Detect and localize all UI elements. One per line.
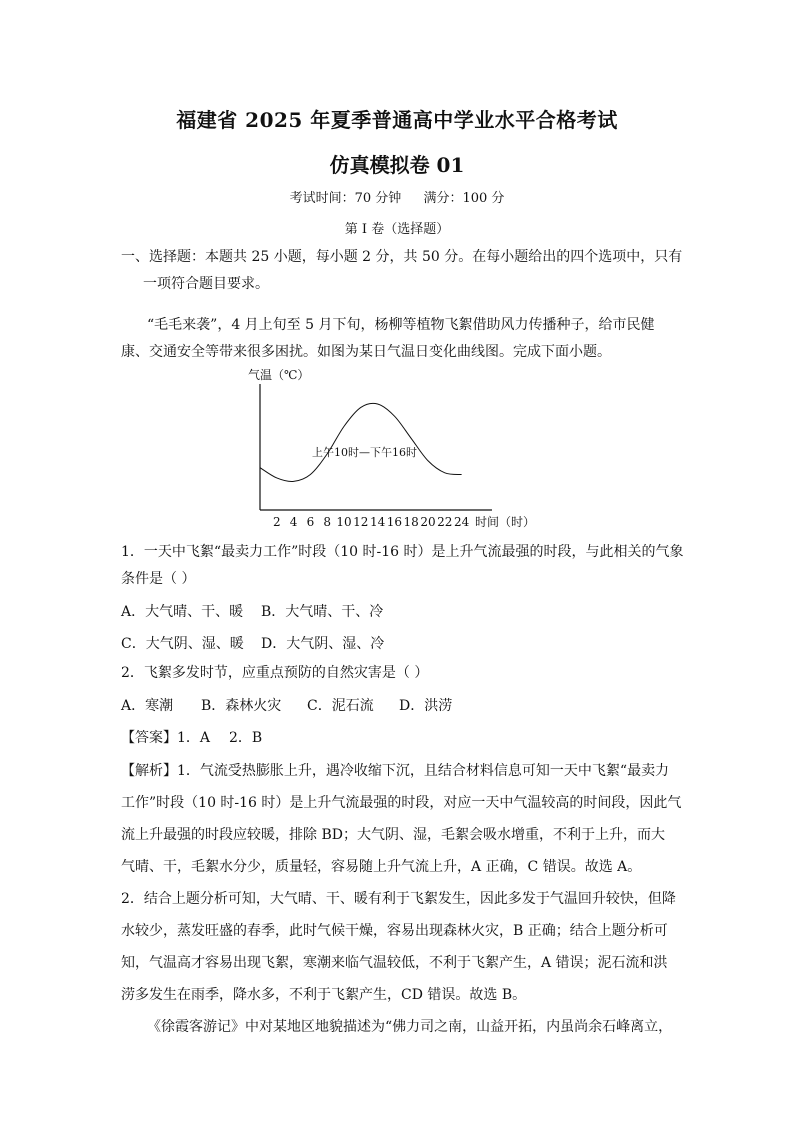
analysis-line-4: 气晴、干，毛絮水分少，质量轻，容易随上升气流上升，A 正确，C 错误。故选 A。 xyxy=(121,859,642,875)
material-1-line-2: 康、交通安全等带来很多困扰。如图为某日气温日变化曲线图。完成下面小题。 xyxy=(121,344,611,360)
q1-stem-line-2: 条件是（ ） xyxy=(121,571,196,587)
q2-option-b[interactable]: B．森林火灾 xyxy=(201,698,282,714)
exam-score: 满分：100 分 xyxy=(423,191,505,206)
analysis-line-5: 2．结合上题分析可知，大气晴、干、暖有利于飞絮发生，因此多发于气温回升较快，但降 xyxy=(121,891,676,907)
q2-options xyxy=(121,695,452,715)
analysis-line-6: 水较少，蒸发旺盛的春季，此时气候干燥，容易出现森林火灾，B 正确；结合上题分析可 xyxy=(121,923,668,939)
material-2-line-1: 《徐霞客游记》中对某地区地貌描述为“佛力司之南，山益开拓，内虽尚余石峰离立， xyxy=(147,1019,673,1035)
instructions-line-2: 一项符合题目要求。 xyxy=(143,276,269,292)
q1-stem-line-1: 1．一天中飞絮“最卖力工作”时段（10 时-16 时）是上升气流最强的时段，与此相关的气象 xyxy=(121,544,684,560)
x-tick-label-4: 4 xyxy=(289,515,298,529)
answer-line xyxy=(121,727,262,747)
q2-option-a[interactable]: A．寒潮 xyxy=(121,698,174,714)
answer-2: 2．B xyxy=(229,730,263,746)
material-1-line-1: “毛毛来袭”，4 月上旬至 5 月下旬，杨柳等植物飞絮借助风力传播种子，给市民健 xyxy=(147,317,655,333)
analysis-line-3: 流上升最强的时段应较暖，排除 BD；大气阴、湿，毛絮会吸水增重，不利于上升，而大 xyxy=(121,827,665,843)
x-tick-label-2: 2 xyxy=(272,515,281,529)
x-tick-label-8: 8 xyxy=(323,515,332,529)
chart-x-axis-label: 时间（时） xyxy=(475,515,536,529)
chart-y-axis-label: 气温（℃） xyxy=(248,368,310,382)
temperature-chart xyxy=(240,362,550,537)
x-tick-label-22: 22 xyxy=(437,515,453,529)
answer-label: 【答案】 xyxy=(121,730,177,746)
exam-time: 考试时间：70 分钟 xyxy=(289,191,402,206)
chart-x-ticks xyxy=(273,515,470,529)
q1-options-row-2 xyxy=(121,633,384,653)
answer-1: 1．A xyxy=(177,730,211,746)
x-tick-label-6: 6 xyxy=(306,515,315,529)
q2-option-d[interactable]: D．洪涝 xyxy=(399,698,453,714)
analysis-line-2: 工作”时段（10 时-16 时）是上升气流最强的时段，对应一天中气温较高的时间段，因此气 xyxy=(121,795,682,811)
x-tick-label-14: 14 xyxy=(369,515,386,529)
analysis-label: 【解析】 xyxy=(121,763,177,779)
chart-annotation: 上午10时—下午16时 xyxy=(312,446,417,459)
exam-title: 福建省 2025 年夏季普通高中学业水平合格考试 xyxy=(176,108,618,132)
q2-stem: 2．飞絮多发时节，应重点预防的自然灾害是（ ） xyxy=(121,665,429,681)
x-tick-label-12: 12 xyxy=(353,515,369,529)
instructions-line-1: 一、选择题：本题共 25 小题，每小题 2 分，共 50 分。在每小题给出的四个选项中，只有 xyxy=(121,249,683,265)
x-tick-label-18: 18 xyxy=(403,515,419,529)
section-heading: 第 I 卷（选择题） xyxy=(344,222,450,237)
analysis-line-1 xyxy=(121,760,669,780)
analysis-text: 1．气流受热膨胀上升，遇冷收缩下沉，且结合材料信息可知一天中飞絮“最卖力 xyxy=(177,763,670,779)
q1-option-b[interactable]: B．大气晴、干、冷 xyxy=(261,604,384,620)
q2-option-c[interactable]: C．泥石流 xyxy=(307,698,374,714)
q1-option-c[interactable]: C．大气阴、湿、暖 xyxy=(121,636,244,652)
x-tick-label-16: 16 xyxy=(386,515,403,529)
q1-option-a[interactable]: A．大气晴、干、暖 xyxy=(121,604,244,620)
x-tick-label-10: 10 xyxy=(336,515,352,529)
analysis-line-7: 知，气温高才容易出现飞絮，寒潮来临气温较低，不利于飞絮产生，A 错误；泥石流和洪 xyxy=(121,955,668,971)
temperature-curve xyxy=(260,403,462,481)
x-tick-label-24: 24 xyxy=(453,515,470,529)
x-tick-label-20: 20 xyxy=(420,515,436,529)
exam-meta xyxy=(0,187,794,206)
exam-subtitle: 仿真模拟卷 01 xyxy=(329,153,465,177)
q1-options-row-1 xyxy=(121,601,383,621)
analysis-line-8: 涝多发生在雨季，降水多，不利于飞絮产生，CD 错误。故选 B。 xyxy=(121,987,527,1003)
q1-option-d[interactable]: D．大气阴、湿、冷 xyxy=(261,636,385,652)
